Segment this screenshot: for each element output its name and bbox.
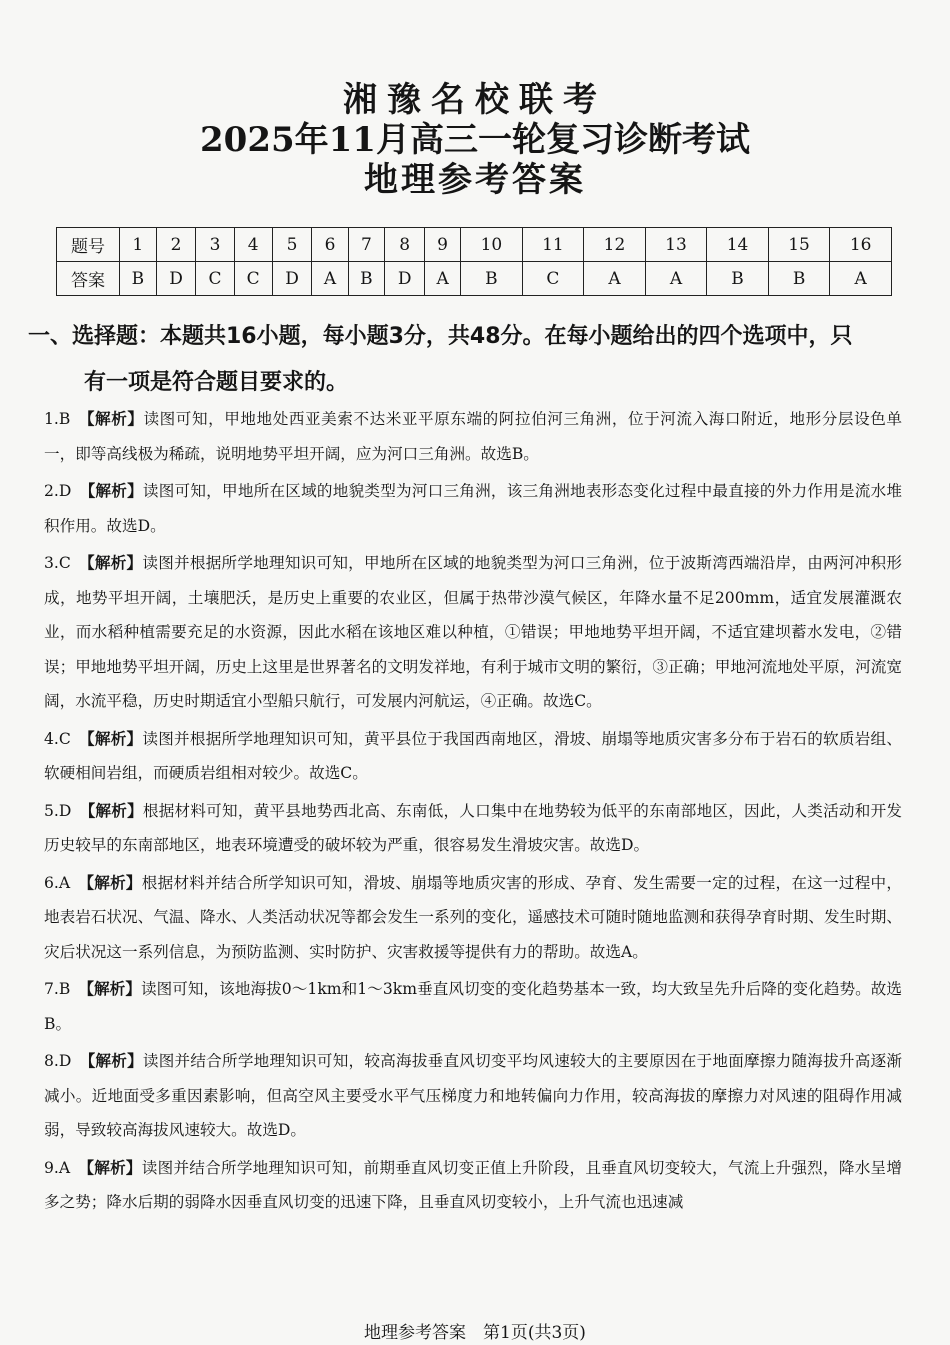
explanation-item: [44, 1151, 902, 1220]
explanation-item: [44, 546, 902, 719]
item-number: 9.A: [44, 1158, 71, 1177]
item-number: 1.B: [44, 410, 71, 428]
answer-cell: B: [120, 262, 157, 296]
question-number-row: [57, 228, 892, 262]
explanation-item: [44, 1044, 902, 1148]
item-text: 读图并结合所学地理知识可知，前期垂直风切变正值上升阶段，且垂直风切变较大，气流上升强烈，降水呈增多之势；降水后期的弱降水因垂直风切变的迅速下降，且垂直风切变较小，上升气流也迅速减: [44, 1158, 902, 1211]
question-number-cell: 11: [522, 228, 584, 262]
item-text: 读图并根据所学地理知识可知，甲地所在区域的地貌类型为河口三角洲，位于波斯湾西端沿岸，由两河冲积形成，地势平坦开阔，土壤肥沃，是历史上重要的农业区，但属于热带沙漠气候区，年降水量不足200mm，适宜发展灌溉农业，而水稻种植需要充足的水资源，因此水稻在该地区难以种植，①错误；甲地地势平坦开阔，不适宜建坝蓄水发电，②错误；甲地地势平坦开阔，历史上这里是世界著名的文明发祥地，有利于城市文明的繁衍，③正确；甲地河流地处平原，河流宽阔，水流平稳，历史时期适宜小型船只航行，可发展内河航运，④正确。故选C。: [44, 554, 902, 710]
explanation-list: [44, 402, 902, 1220]
explanation-item: [44, 972, 902, 1041]
answer-cell: B: [768, 262, 830, 296]
answer-cell: B: [707, 262, 769, 296]
answer-cell: B: [348, 262, 385, 296]
explanation-item: [44, 474, 902, 543]
explanation-item: [44, 866, 902, 970]
item-tag: 【解析】: [79, 482, 143, 500]
question-number-cell: 9: [425, 228, 461, 262]
item-text: 根据材料可知，黄平县地势西北高、东南低，人口集中在地势较为低平的东南部地区，因此，人类活动和开发历史较早的东南部地区，地表环境遭受的破坏较为严重，很容易发生滑坡灾害。故选D。: [44, 801, 902, 854]
item-tag: 【解析】: [78, 1158, 142, 1177]
answer-cell: A: [645, 262, 707, 296]
question-number-cell: 15: [768, 228, 830, 262]
answer-cell: A: [312, 262, 348, 296]
answer-cell: D: [156, 262, 196, 296]
question-number-cell: 10: [461, 228, 523, 262]
page-footer: 地理参考答案 第1页(共3页): [364, 1323, 586, 1343]
item-number: 3.C: [44, 554, 71, 572]
answer-cell: B: [461, 262, 523, 296]
answer-cell: A: [830, 262, 892, 296]
explanation-item: [44, 722, 902, 791]
question-number-cell: 7: [348, 228, 385, 262]
item-number: 7.B: [44, 980, 71, 998]
section-heading-line1: 一、选择题：本题共16小题，每小题3分，共48分。在每小题给出的四个选项中，只: [28, 324, 853, 349]
question-number-cell: 16: [830, 228, 892, 262]
item-text: 读图并结合所学地理知识可知，较高海拔垂直风切变平均风速较大的主要原因在于地面摩擦力随海拔升高逐渐减小。近地面受多重因素影响，但高空风主要受水平气压梯度力和地转偏向力作用，较高海拔的摩擦力对风速的阻碍作用减弱，导致较高海拔风速较大。故选D。: [44, 1052, 902, 1139]
answer-row: [57, 262, 892, 296]
explanation-item: [44, 794, 902, 863]
answer-cell: C: [234, 262, 272, 296]
answer-key-title: 地理参考答案: [364, 160, 586, 200]
answer-cell: D: [385, 262, 425, 296]
section-heading-line2: 有一项是符合题目要求的。: [84, 370, 349, 395]
question-number-cell: 8: [385, 228, 425, 262]
answer-cell: A: [584, 262, 646, 296]
item-tag: 【解析】: [78, 410, 144, 428]
answer-cell: C: [522, 262, 584, 296]
item-text: 读图可知，甲地所在区域的地貌类型为河口三角洲，该三角洲地表形态变化过程中最直接的外力作用是流水堆积作用。故选D。: [44, 482, 902, 535]
answer-cell: A: [425, 262, 461, 296]
question-number-cell: 3: [196, 228, 234, 262]
question-number-cell: 14: [707, 228, 769, 262]
item-number: 8.D: [44, 1052, 72, 1070]
exam-name-title: 2025年11月高三一轮复习诊断考试: [200, 120, 750, 160]
item-tag: 【解析】: [79, 801, 143, 820]
question-number-cell: 1: [120, 228, 157, 262]
question-number-cell: 2: [156, 228, 196, 262]
item-text: 读图可知，该地海拔0～1km和1～3km垂直风切变的变化趋势基本一致，均大致呈先升后降的变化趋势。故选B。: [44, 980, 902, 1033]
item-number: 5.D: [44, 801, 72, 820]
item-tag: 【解析】: [78, 980, 141, 998]
question-number-cell: 6: [312, 228, 348, 262]
item-number: 2.D: [44, 482, 72, 500]
item-text: 根据材料并结合所学知识可知，滑坡、崩塌等地质灾害的形成、孕育、发生需要一定的过程，在这一过程中，地表岩石状况、气温、降水、人类活动状况等都会发生一系列的变化，遥感技术可随时随地监测和获得孕育时期、发生时期、灾后状况这一系列信息，为预防监测、实时防护、灾害救援等提供有力的帮助。故选A。: [44, 873, 902, 961]
question-number-cell: 5: [272, 228, 312, 262]
explanation-item: [44, 402, 902, 471]
exam-org-title: 湘豫名校联考: [343, 80, 607, 120]
item-tag: 【解析】: [78, 873, 142, 892]
item-tag: 【解析】: [78, 729, 143, 748]
answer-cell: D: [272, 262, 312, 296]
item-number: 4.C: [44, 729, 71, 748]
question-number-cell: 12: [584, 228, 646, 262]
section-heading: [28, 314, 908, 406]
item-text: 读图并根据所学地理知识可知，黄平县位于我国西南地区，滑坡、崩塌等地质灾害多分布于岩石的软质岩组、软硬相间岩组，而硬质岩组相对较少。故选C。: [44, 729, 902, 782]
row-label-answer: 答案: [57, 262, 120, 296]
item-tag: 【解析】: [78, 554, 143, 572]
item-tag: 【解析】: [79, 1052, 143, 1070]
row-label-number: 题号: [57, 228, 120, 262]
answer-cell: C: [196, 262, 234, 296]
title-block: [0, 80, 950, 200]
question-number-cell: 13: [645, 228, 707, 262]
answer-table: [56, 227, 892, 296]
item-number: 6.A: [44, 873, 71, 892]
question-number-cell: 4: [234, 228, 272, 262]
item-text: 读图可知，甲地地处西亚美索不达米亚平原东端的阿拉伯河三角洲，位于河流入海口附近，地形分层设色单一，即等高线极为稀疏，说明地势平坦开阔，应为河口三角洲。故选B。: [44, 410, 902, 463]
